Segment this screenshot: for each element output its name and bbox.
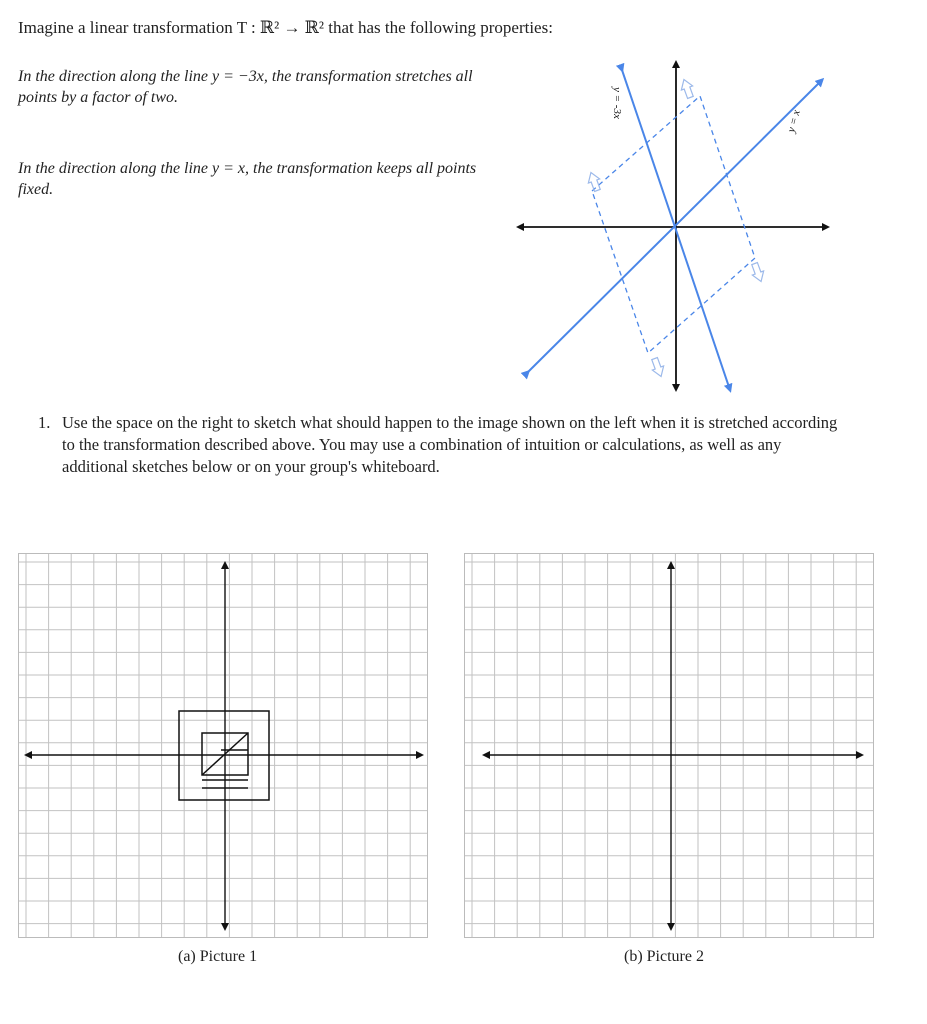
grid-picture-1 <box>18 553 428 938</box>
caption-picture-1: (a) Picture 1 <box>178 948 258 965</box>
intro-text: Imagine a linear transformation T : ℝ² → ℝ² that has the following properties: <box>18 18 553 37</box>
label-y-eq-neg3x: y = -3x <box>611 87 623 119</box>
stretch-arrow-down-right <box>749 262 767 284</box>
grid1-x-arrow-right <box>416 751 424 759</box>
transformation-diagram <box>510 52 840 397</box>
question-1 <box>38 412 848 478</box>
property-fixed: In the direction along the line y = x, the transformation keeps all points fixed. <box>18 160 477 198</box>
property-stretch: In the direction along the line y = −3x, the transformation stretches all points by a factor of two. <box>18 68 473 106</box>
stretch-arrow-up-left <box>585 170 603 192</box>
grid1-x-arrow-left <box>24 751 32 759</box>
stretch-arrow-up-right <box>678 77 696 99</box>
grid2-x-arrow-right <box>856 751 864 759</box>
grid2-x-arrow-left <box>482 751 490 759</box>
line-y-eq-x <box>528 80 822 372</box>
caption-picture-2: (b) Picture 2 <box>624 948 704 965</box>
stretch-arrow-down-left <box>649 357 667 379</box>
grid2-y-arrow-down <box>667 923 675 931</box>
question-text: Use the space on the right to sketch what should happen to the image shown on the left when it is stretched according to the transformation described above. You may use a combination of intuition or calculations, as well as any additional sketches below or on your group's whiteboard. <box>62 413 838 476</box>
label-y-eq-x: y = x <box>785 108 803 134</box>
question-number: 1. <box>38 413 51 432</box>
grid-picture-2 <box>464 553 874 938</box>
grid1-y-arrow-down <box>221 923 229 931</box>
